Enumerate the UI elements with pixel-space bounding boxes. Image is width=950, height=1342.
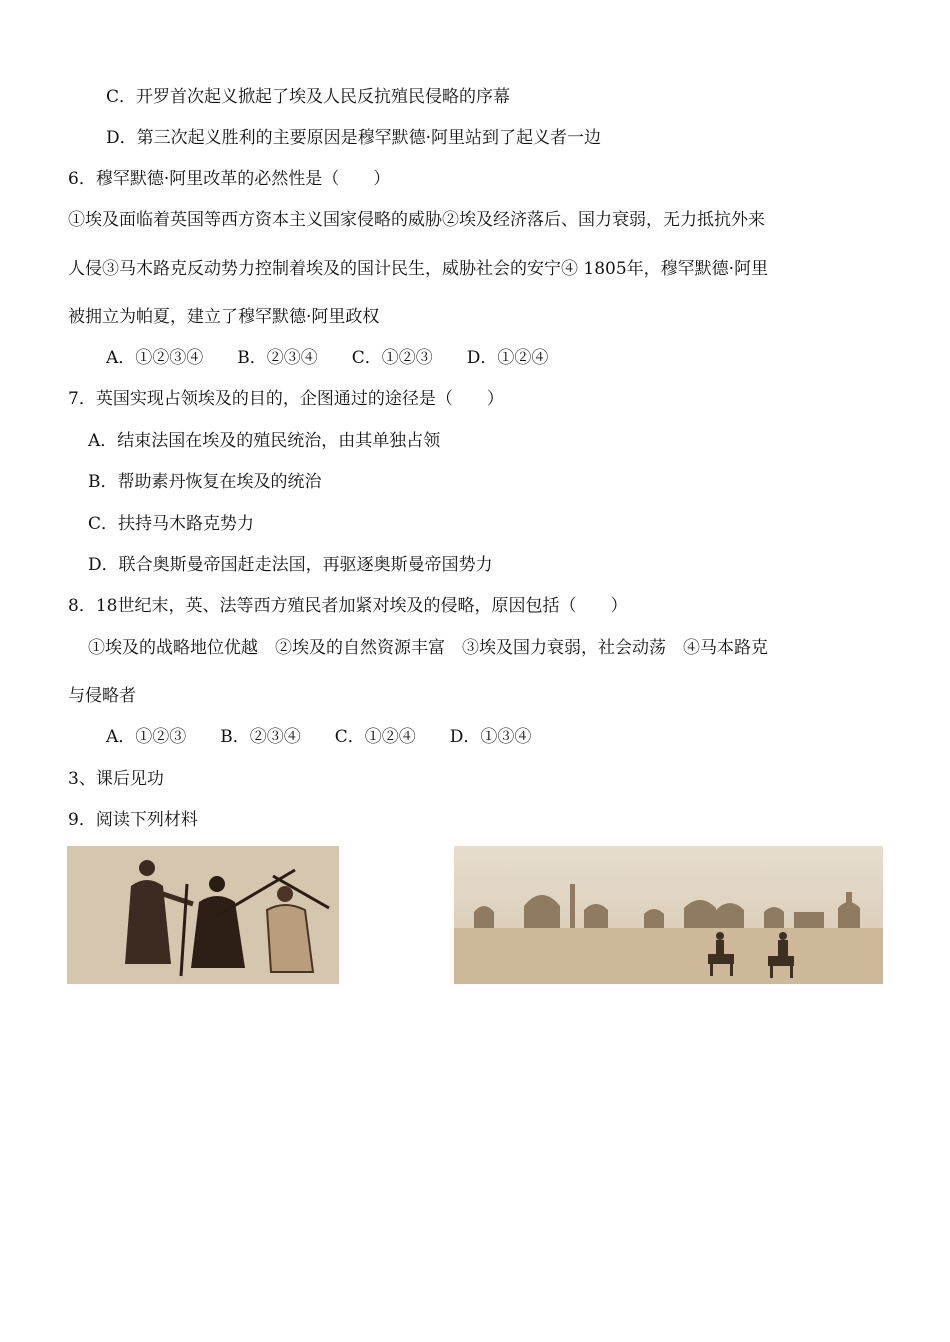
cairo-mosques-photo	[454, 846, 883, 984]
q8-options: A．①②③ B．②③④ C．①②④ D．①③④	[106, 727, 532, 747]
q7-stem: 7．英国实现占领埃及的目的，企图通过的途径是（ ）	[68, 389, 504, 409]
q5-option-d: D．第三次起义胜利的主要原因是穆罕默德·阿里站到了起义者一边	[106, 128, 602, 148]
q6-body-line3: 被拥立为帕夏，建立了穆罕默德·阿里政权	[68, 307, 380, 327]
q7-option-a: A．结束法国在埃及的殖民统治，由其单独占领	[88, 431, 441, 451]
q6-body-line2: 人侵③马木路克反动势力控制着埃及的国计民生，威胁社会的安宁④ 1805年，穆罕默德·阿里	[68, 259, 769, 279]
section-heading: 3、课后见功	[68, 769, 164, 789]
q6-body-line1: ①埃及面临着英国等西方资本主义国家侵略的威胁②埃及经济落后、国力衰弱，无力抵抗外来	[68, 210, 765, 230]
illustration-figures-image	[67, 846, 339, 984]
q7-option-c: C．扶持马木路克势力	[88, 514, 255, 534]
q9-stem: 9．阅读下列材料	[68, 810, 198, 830]
q6-stem: 6．穆罕默德·阿里改革的必然性是（ ）	[68, 169, 391, 189]
q5-option-c: C．开罗首次起义掀起了埃及人民反抗殖民侵略的序幕	[106, 87, 511, 107]
q6-options: A．①②③④ B．②③④ C．①②③ D．①②④	[106, 348, 549, 368]
q8-stem: 8．18世纪末，英、法等西方殖民者加紧对埃及的侵略，原因包括（ ）	[68, 596, 628, 616]
q7-option-d: D．联合奥斯曼帝国赶走法国，再驱逐奥斯曼帝国势力	[88, 555, 493, 575]
q7-option-b: B．帮助素丹恢复在埃及的统治	[88, 472, 322, 492]
q8-body-line1: ①埃及的战略地位优越 ②埃及的自然资源丰富 ③埃及国力衰弱，社会动荡 ④马本路克	[88, 638, 768, 658]
q8-body-line2: 与侵略者	[68, 686, 136, 706]
